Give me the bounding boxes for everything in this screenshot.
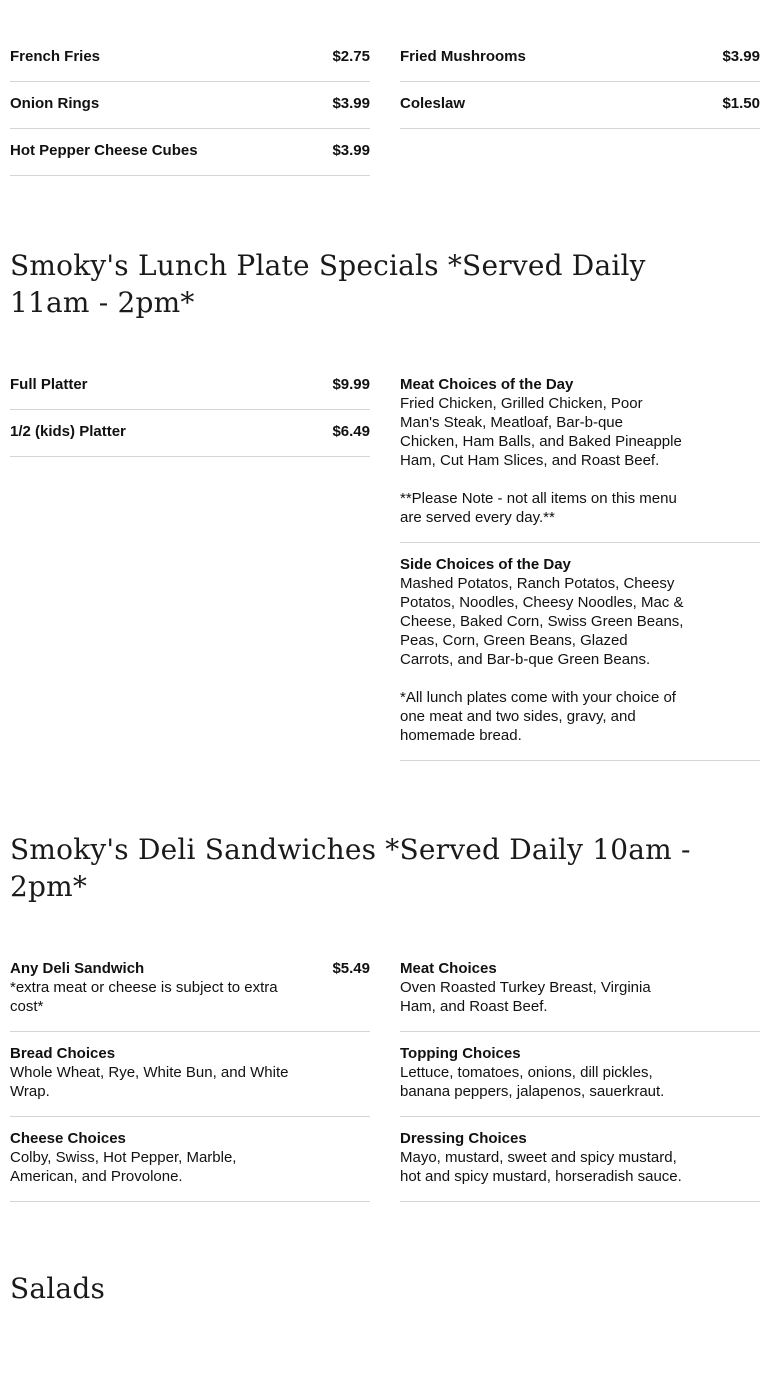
- lunch-section: [10, 363, 760, 761]
- item-body: [400, 375, 685, 527]
- item-name: Side Choices of the Day: [400, 556, 571, 573]
- item-body: [10, 94, 295, 113]
- item-name: Fried Mushrooms: [400, 48, 526, 65]
- menu-item: [400, 1117, 760, 1202]
- lunch-left-column: [10, 363, 370, 761]
- item-name: Onion Rings: [10, 95, 100, 112]
- deli-section-title: Smoky's Deli Sandwiches *Served Daily 10am - 2pm*: [10, 833, 691, 903]
- menu-page: [10, 0, 760, 1307]
- item-description: Mashed Potatos, Ranch Potatos, Cheesy Potatos, Noodles, Cheesy Noodles, Mac & Cheese, Baked Corn, Swiss Green Beans, Peas, Corn, Green Beans, Glazed Carrots, and Bar-b-que Green Beans. *All lunch plates come with your choice of one meat and two sides, gravy, and homemade bread.: [400, 575, 684, 744]
- item-body: [400, 1044, 685, 1101]
- sides-left-column: [10, 35, 370, 176]
- item-name: Meat Choices: [400, 960, 497, 977]
- item-body: [400, 555, 685, 745]
- item-price: $3.99: [332, 142, 370, 159]
- deli-left-column: [10, 947, 370, 1202]
- menu-item: [400, 82, 760, 129]
- menu-item: [10, 363, 370, 410]
- sides-right-column: [400, 35, 760, 176]
- sides-section: [10, 0, 760, 176]
- item-description: Mayo, mustard, sweet and spicy mustard, hot and spicy mustard, horseradish sauce.: [400, 1149, 682, 1185]
- item-name: French Fries: [10, 48, 101, 65]
- item-body: [10, 1044, 295, 1101]
- menu-item: [10, 947, 370, 1032]
- item-name: Topping Choices: [400, 1045, 521, 1062]
- item-price: $1.50: [722, 95, 760, 112]
- item-name: Meat Choices of the Day: [400, 376, 574, 393]
- menu-item: [400, 1032, 760, 1117]
- item-price: $6.49: [332, 423, 370, 440]
- menu-item: [400, 543, 760, 761]
- item-price: $2.75: [332, 48, 370, 65]
- item-description: *extra meat or cheese is subject to extra cost*: [10, 979, 278, 1015]
- item-name: Bread Choices: [10, 1045, 116, 1062]
- item-body: [400, 47, 685, 66]
- item-name: 1/2 (kids) Platter: [10, 423, 126, 440]
- menu-item: [10, 1117, 370, 1202]
- menu-item: [400, 363, 760, 543]
- item-name: Coleslaw: [400, 95, 466, 112]
- item-body: [10, 141, 295, 160]
- item-body: [10, 375, 295, 394]
- menu-item: [10, 35, 370, 82]
- item-body: [10, 47, 295, 66]
- item-description: Fried Chicken, Grilled Chicken, Poor Man's Steak, Meatloaf, Bar-b-que Chicken, Ham Balls, and Baked Pineapple Ham, Cut Ham Slices, and Roast Beef. **Please Note - not all items on this menu are served every day.**: [400, 395, 682, 526]
- item-price: $9.99: [332, 376, 370, 393]
- deli-section: [10, 947, 760, 1202]
- lunch-section-title: Smoky's Lunch Plate Specials *Served Daily 11am - 2pm*: [10, 249, 646, 319]
- item-description: Colby, Swiss, Hot Pepper, Marble, American, and Provolone.: [10, 1149, 237, 1185]
- item-description: Oven Roasted Turkey Breast, Virginia Ham, and Roast Beef.: [400, 979, 651, 1015]
- menu-item: [400, 35, 760, 82]
- item-body: [10, 422, 295, 441]
- item-description: Lettuce, tomatoes, onions, dill pickles, banana peppers, jalapenos, sauerkraut.: [400, 1064, 665, 1100]
- item-name: Dressing Choices: [400, 1130, 527, 1147]
- item-name: Full Platter: [10, 376, 88, 393]
- menu-item: [400, 947, 760, 1032]
- lunch-right-column: [400, 363, 760, 761]
- item-price: $3.99: [722, 48, 760, 65]
- item-name: Cheese Choices: [10, 1130, 126, 1147]
- item-body: [400, 94, 685, 113]
- item-price: $5.49: [332, 960, 370, 977]
- item-body: [400, 959, 685, 1016]
- menu-item: [10, 82, 370, 129]
- item-price: $3.99: [332, 95, 370, 112]
- menu-item: [10, 1032, 370, 1117]
- salads-section-title: Salads: [10, 1272, 106, 1305]
- item-body: [400, 1129, 685, 1186]
- menu-item: [10, 410, 370, 457]
- deli-right-column: [400, 947, 760, 1202]
- item-name: Hot Pepper Cheese Cubes: [10, 142, 198, 159]
- item-body: [10, 1129, 295, 1186]
- item-description: Whole Wheat, Rye, White Bun, and White Wrap.: [10, 1064, 289, 1100]
- item-name: Any Deli Sandwich: [10, 960, 145, 977]
- item-body: [10, 959, 295, 1016]
- menu-item: [10, 129, 370, 176]
